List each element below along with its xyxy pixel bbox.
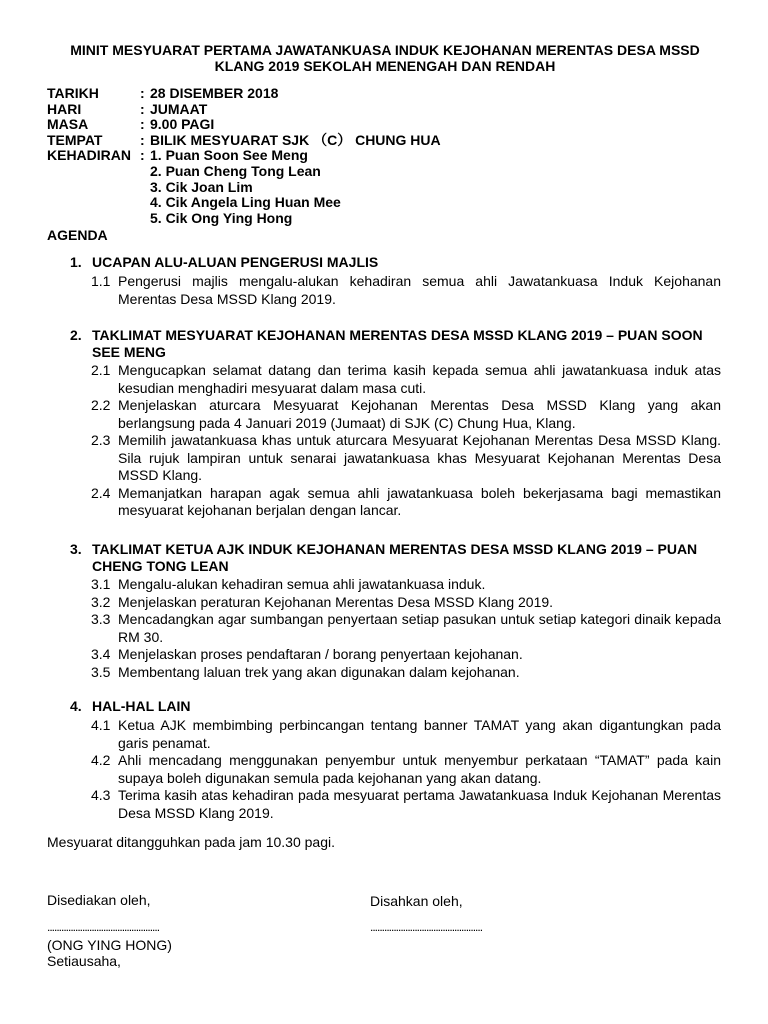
signer-name: (ONG YING HONG) — [47, 937, 172, 953]
agenda-section-3 — [70, 541, 721, 681]
agenda-item: 4.1 Ketua AJK membimbing perbincangan tentang banner TAMAT yang akan digantungkan pada garis penamat. — [91, 717, 721, 751]
attendee: 2. Puan Cheng Tong Lean — [150, 162, 321, 179]
signature-line-left: ................................................ — [47, 920, 160, 934]
agenda-item: 2.4 Memanjatkan harapan agak semua ahli jawatankuasa boleh bekerjasama bagi memastikan mesyuarat kejohanan berjalan dengan lancar. — [91, 484, 721, 518]
document-title — [50, 42, 720, 74]
info-row-place: TEMPAT : BILIK MESYUARAT SJK （C） CHUNG HUA — [47, 131, 441, 148]
attendee: 5. Cik Ong Ying Hong — [150, 209, 293, 226]
meeting-info — [47, 86, 441, 226]
closing-statement: Mesyuarat ditangguhkan pada jam 10.30 pagi. — [47, 834, 335, 850]
agenda-section-1 — [70, 254, 721, 308]
approved-by-label: Disahkan oleh, — [370, 893, 463, 909]
prepared-by-label: Disediakan oleh, — [47, 892, 151, 908]
agenda-item: 3.1 Mengalu-alukan kehadiran semua ahli jawatankuasa induk. — [91, 576, 486, 592]
attendee: 1. Puan Soon See Meng — [150, 147, 308, 164]
signer-title: Setiausaha, — [47, 953, 121, 969]
section-heading: 1. UCAPAN ALU-ALUAN PENGERUSI MAJLIS — [70, 254, 379, 270]
agenda-item: 3.4 Menjelaskan proses pendaftaran / borang penyertaan kejohanan. — [91, 646, 523, 662]
agenda-section-2 — [70, 327, 721, 520]
signature-line-right: ................................................ — [370, 920, 483, 934]
info-row-date: TARIKH : 28 DISEMBER 2018 — [47, 85, 279, 101]
section-heading: 2. TAKLIMAT MESYUARAT KEJOHANAN MERENTAS DESA MSSD KLANG 2019 – PUAN SOON SEE MENG — [70, 327, 703, 360]
info-row-time: MASA : 9.00 PAGI — [47, 116, 215, 133]
agenda-item: 1.1 Pengerusi majlis mengalu-alukan kehadiran semua ahli Jawatankuasa Induk Kejohanan Merentas Desa MSSD Klang 2019. — [91, 273, 721, 307]
agenda-item: 2.3 Memilih jawatankuasa khas untuk aturcara Mesyuarat Kejohanan Merentas Desa MSSD Klang. Sila rujuk lampiran untuk senarai jawatankuasa khas Mesyuarat Kejohanan Merentas Desa MSSD Klang. — [91, 432, 721, 483]
attendee: 4. Cik Angela Ling Huan Mee — [150, 194, 341, 211]
agenda-section-4 — [70, 698, 721, 822]
attendee: 3. Cik Joan Lim — [150, 178, 253, 195]
agenda-heading: AGENDA — [47, 227, 108, 243]
agenda-item: 4.3 Terima kasih atas kehadiran pada mesyuarat pertama Jawatankuasa Induk Kejohanan Merentas Desa MSSD Klang 2019. — [91, 787, 721, 821]
section-heading: 4. HAL-HAL LAIN — [70, 698, 191, 714]
title-line-2: KLANG 2019 SEKOLAH MENENGAH DAN RENDAH — [214, 58, 556, 74]
agenda-item: 2.1 Mengucapkan selamat datang dan terima kasih kepada semua ahli jawatankuasa induk atas kesudian menghadiri mesyuarat dalam masa cuti. — [91, 362, 721, 396]
info-row-day: HARI : JUMAAT — [47, 100, 208, 117]
info-row-attendance: KEHADIRAN : 1. Puan Soon See Meng — [47, 147, 308, 164]
title-line-1: MINIT MESYUARAT PERTAMA JAWATANKUASA INDUK KEJOHANAN MERENTAS DESA MSSD — [70, 42, 700, 58]
section-heading: 3. TAKLIMAT KETUA AJK INDUK KEJOHANAN MERENTAS DESA MSSD KLANG 2019 – PUAN CHENG TONG LEAN — [70, 541, 698, 574]
agenda-item: 3.5 Membentang laluan trek yang akan digunakan dalam kejohanan. — [91, 663, 520, 680]
agenda-item: 4.2 Ahli mencadang menggunakan penyembur untuk menyembur perkataan “TAMAT” pada kain supaya boleh digunakan semula pada kejohanan yang akan datang. — [91, 752, 721, 786]
signer-block — [47, 937, 172, 969]
agenda-item: 3.2 Menjelaskan peraturan Kejohanan Merentas Desa MSSD Klang 2019. — [91, 593, 554, 610]
agenda-item: 3.3 Mencadangkan agar sumbangan penyertaan setiap pasukan untuk setiap kategori dinaik kepada RM 30. — [91, 611, 721, 645]
agenda-item: 2.2 Menjelaskan aturcara Mesyuarat Kejohanan Merentas Desa MSSD Klang yang akan berlangsung pada 4 Januari 2019 (Jumaat) di SJK (C) Chung Hua, Klang. — [91, 397, 721, 431]
